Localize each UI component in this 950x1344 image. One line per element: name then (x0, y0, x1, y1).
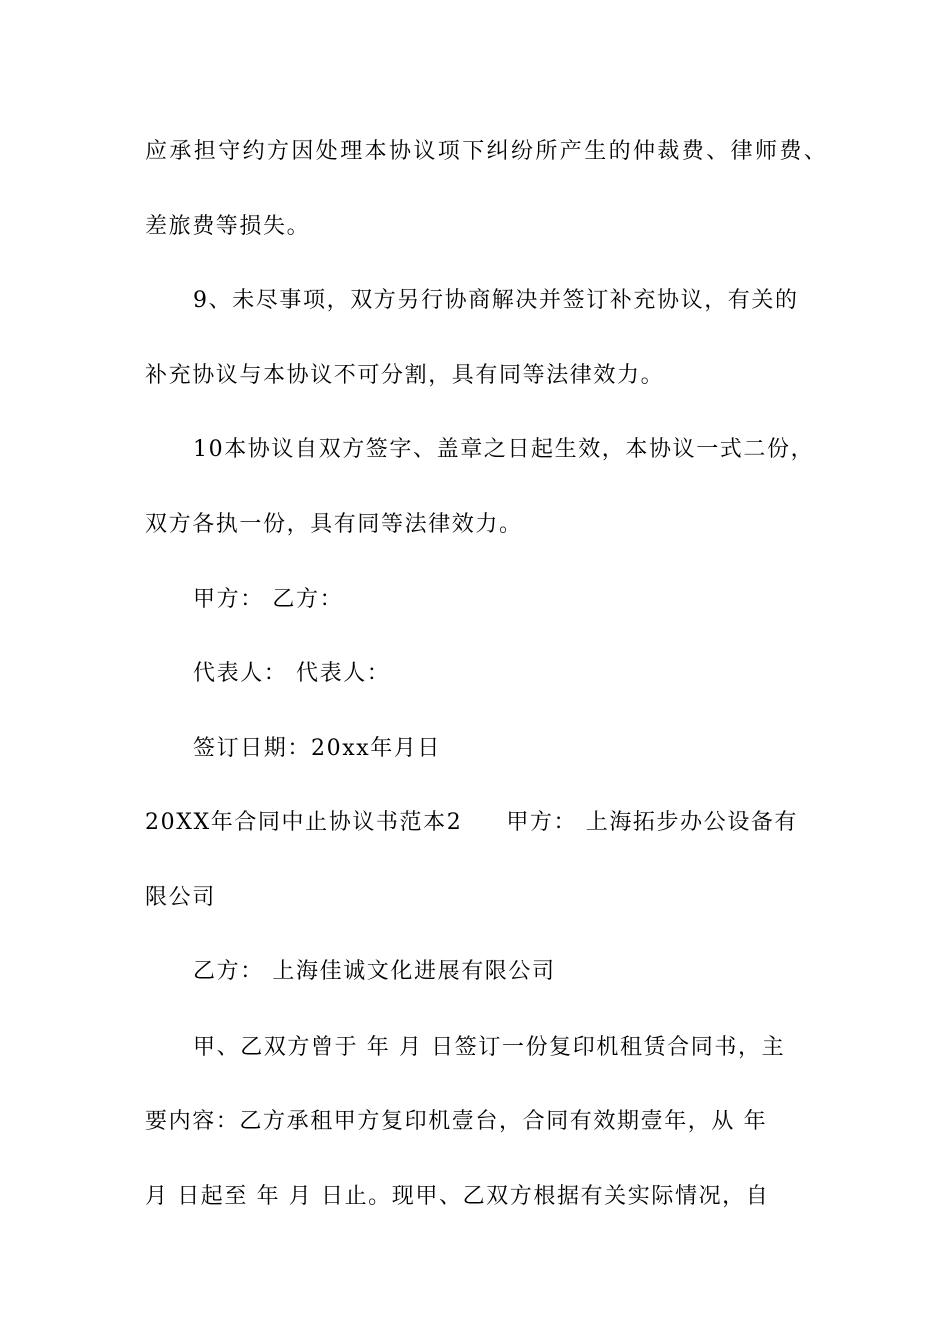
paragraph-line: 要内容：乙方承租甲方复印机壹台，合同有效期壹年，从 年 (145, 1109, 768, 1134)
paragraph-line: 应承担守约方因处理本协议项下纠纷所产生的仲裁费、律师费、 (145, 139, 829, 164)
paragraph-line: 甲、乙双方曾于 年 月 日签订一份复印机租赁合同书，主 (193, 1035, 786, 1060)
paragraph-line: 月 日起至 年 月 日止。现甲、乙双方根据有关实际情况，自 (145, 1184, 770, 1209)
clause-9-line: 9、未尽事项，双方另行协商解决并签订补充协议，有关的 (193, 288, 799, 313)
clause-10-line: 10本协议自双方签字、盖章之日起生效，本协议一式二份， (193, 437, 815, 462)
section-title: 20XX年合同中止协议书范本2 (145, 810, 463, 835)
party-a-label: 甲方： 上海拓步办公设备有 (506, 810, 799, 835)
paragraph-line: 差旅费等损失。 (145, 214, 311, 239)
party-signature-line: 甲方： 乙方： (193, 587, 344, 612)
paragraph-line: 双方各执一份，具有同等法律效力。 (145, 512, 523, 537)
signing-date-line: 签订日期：20xx年月日 (193, 736, 442, 761)
section-title-line (145, 808, 798, 838)
paragraph-line: 补充协议与本协议不可分割，具有同等法律效力。 (145, 363, 665, 388)
representative-line: 代表人： 代表人： (193, 661, 391, 686)
paragraph-line: 限公司 (145, 885, 216, 910)
party-b-line: 乙方： 上海佳诚文化进展有限公司 (193, 959, 556, 984)
